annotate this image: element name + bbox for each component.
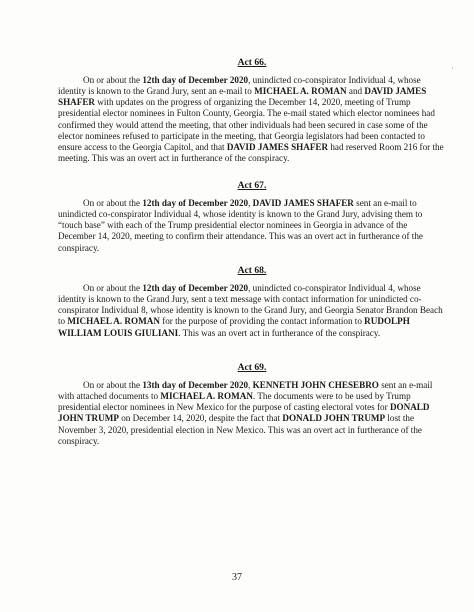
bold-text: DONALD JOHN TRUMP [282, 413, 386, 424]
body-text: , unindicted co-conspirator Individual 4, whose identity is known to the Grand Jury, sent a text message with contact information for unindicted co-conspirator Individual 8, whose identity is known to the Grand Jury, and Georgia Senator Brandon Beach to [58, 283, 443, 327]
body-text: On or about the [83, 198, 143, 208]
bold-text: 13th day of December 2020 [142, 380, 249, 390]
body-text: sent an e-mail with attached documents to [58, 380, 433, 402]
act-68 [58, 265, 446, 339]
body-text: and [346, 86, 365, 97]
act-66 [58, 57, 446, 164]
body-text: , [248, 380, 253, 390]
page-number: 37 [232, 572, 242, 583]
bold-text: DAVID JAMES SHAFER [252, 198, 354, 208]
body-text: , [248, 198, 253, 208]
act-title: Act 66. [237, 57, 267, 68]
body-text: with updates on the progress of organizing the December 14, 2020, meeting of Trump presidential elector nominees in Fulton County, Georgia. The e-mail stated which elector nominees had confirmed they would attend the meeting, that other individuals had been secured in case some of the elector nominees refused to participate in the meeting, that Georgia legislators had been contacted to ensure access to the Georgia Capitol, and that [58, 97, 435, 152]
bold-text: MICHAEL A. ROMAN [160, 391, 253, 402]
bold-text: 12th day of December 2020 [142, 198, 249, 208]
act-title: Act 69. [237, 362, 267, 373]
body-text: On or about the [83, 380, 143, 390]
act-body [58, 75, 446, 164]
act-69 [58, 362, 446, 447]
body-text: had reserved Room 216 for the meeting. This was an overt act in furtherance of the conspiracy. [58, 141, 444, 164]
act-body [58, 283, 446, 339]
bold-text: 12th day of December 2020 [142, 75, 249, 85]
bold-text: DAVID JAMES SHAFER [58, 86, 427, 108]
act-body [58, 380, 446, 447]
bold-text: MICHAEL A. ROMAN [254, 86, 347, 97]
body-text: On or about the [83, 283, 143, 293]
scan-mark: ' [452, 66, 454, 74]
body-text: for the purpose of providing the contact information to [159, 316, 365, 327]
bold-text: DAVID JAMES SHAFER [226, 141, 329, 152]
act-67 [58, 180, 446, 254]
act-title: Act 68. [237, 265, 267, 276]
body-text: sent an e-mail to unindicted co-conspirator Individual 4, whose identity is known to the Grand Jury, advising them to “touch base” with each of the Trump presidential elector nominees in Georgia in advance of the December 14, 2020, meeting to confirm their attendance. This was an overt act in furtherance of the conspiracy. [58, 198, 423, 253]
bold-text: 12th day of December 2020 [142, 283, 249, 293]
act-body [58, 198, 446, 254]
bold-text: KENNETH JOHN CHESEBRO [252, 380, 379, 390]
body-text: lost the November 3, 2020, presidential election in New Mexico. This was an overt act in furtherance of the conspiracy. [58, 413, 422, 446]
bold-text: RUDOLPH WILLIAM LOUIS GIULIANI [58, 316, 410, 338]
bold-text: MICHAEL A. ROMAN [67, 316, 160, 327]
body-text: . This was an overt act in furtherance of the conspiracy. [178, 327, 381, 338]
body-text: . The documents were to be used by Trump presidential elector nominees in New Mexico for the purpose of casting electoral votes for [58, 391, 411, 413]
body-text: on December 14, 2020, despite the fact that [118, 413, 283, 424]
act-title: Act 67. [237, 180, 267, 191]
body-text: , unindicted co-conspirator Individual 4, whose identity is known to the Grand Jury, sent an e-mail to [58, 75, 421, 97]
bold-text: DONALD JOHN TRUMP [58, 402, 430, 424]
body-text: On or about the [83, 75, 143, 85]
